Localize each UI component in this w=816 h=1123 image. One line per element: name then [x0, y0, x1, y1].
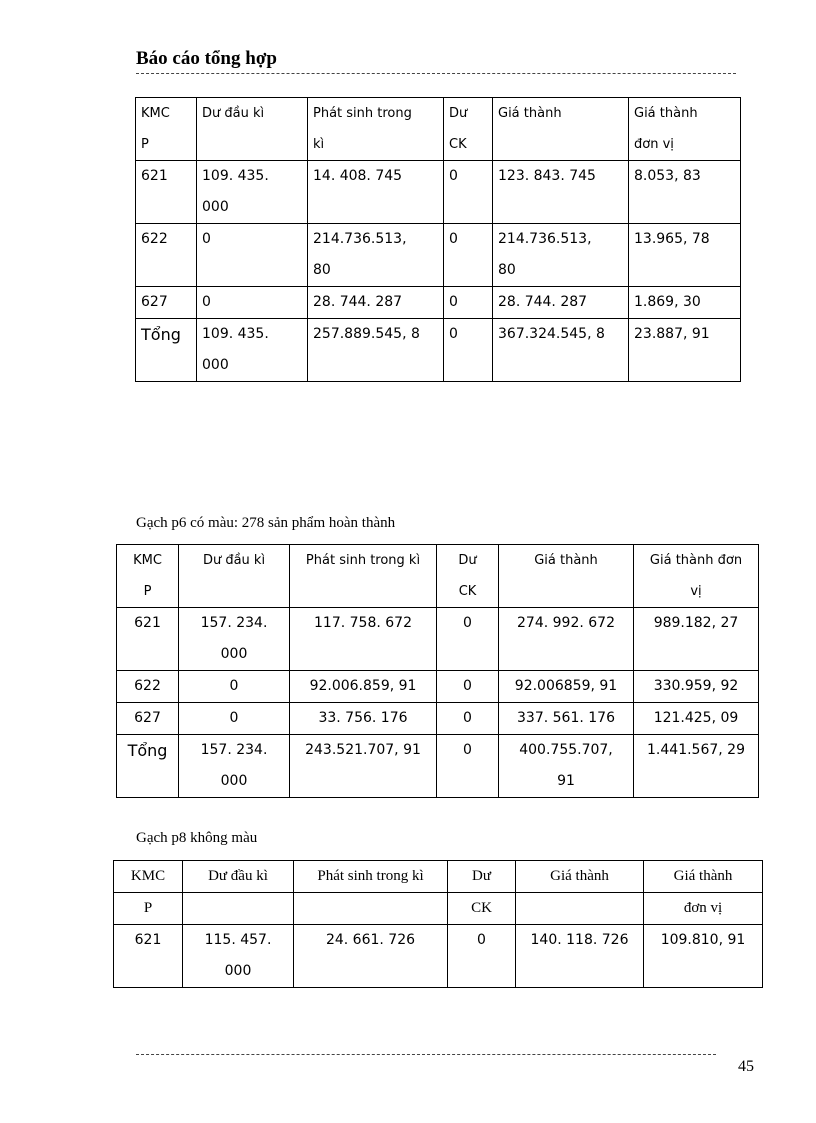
table-cell	[499, 735, 634, 798]
table-cell	[493, 287, 629, 319]
table-cell	[499, 703, 634, 735]
cell-text: 000	[224, 963, 252, 979]
cell-text: 000	[202, 199, 229, 215]
table-cell	[444, 161, 493, 224]
cell-text: 23.887, 91	[634, 326, 710, 342]
cell-text: 0	[463, 678, 472, 694]
table-cell	[437, 703, 499, 735]
cell-text: 91	[557, 773, 575, 789]
table-row	[136, 161, 741, 224]
table-cell	[437, 671, 499, 703]
cell-text: 000	[220, 646, 248, 662]
cell-text: 109. 435.	[202, 168, 269, 184]
cell-text: 0	[463, 615, 472, 631]
table-cell	[179, 735, 290, 798]
table-cell	[114, 893, 183, 925]
cell-text: 13.965, 78	[634, 231, 710, 247]
cell-text: 400.755.707,	[519, 742, 613, 758]
cell-text: 0	[463, 742, 472, 758]
table-cell	[197, 287, 308, 319]
table-cell	[629, 224, 741, 287]
cell-text: 28. 744. 287	[313, 294, 403, 310]
table-cell	[197, 98, 308, 161]
table-cell	[493, 224, 629, 287]
table-cell	[197, 161, 308, 224]
table-cell	[444, 224, 493, 287]
cell-text: Dư đầu kì	[208, 868, 268, 884]
cell-text: 24. 661. 726	[325, 932, 416, 948]
table-cell	[136, 287, 197, 319]
table-cell	[499, 545, 634, 608]
table-cell	[117, 703, 179, 735]
table-row	[117, 671, 759, 703]
table-cell	[629, 319, 741, 382]
cell-text: kì	[313, 137, 325, 152]
cell-text: P	[141, 137, 149, 152]
table-cell	[437, 735, 499, 798]
section-heading-p8: Gạch p8 không màu	[136, 830, 258, 846]
table-cell	[448, 925, 516, 988]
table-row	[136, 287, 741, 319]
cell-text: Phát sinh trong kì	[305, 553, 421, 568]
table-cell	[290, 735, 437, 798]
cell-text: Giá thành	[550, 868, 609, 884]
cell-text: 8.053, 83	[634, 168, 701, 184]
header-divider	[136, 73, 736, 74]
table-cell	[197, 224, 308, 287]
table-cell	[117, 608, 179, 671]
table-cell	[114, 861, 183, 893]
cell-text: Dư đầu kì	[202, 106, 265, 121]
table-cell	[197, 319, 308, 382]
table-cell	[290, 671, 437, 703]
cell-text: 123. 843. 745	[498, 168, 596, 184]
cell-text: 157. 234.	[200, 742, 268, 758]
table-cell	[294, 925, 448, 988]
cell-text: KMC	[141, 106, 170, 121]
cell-text: 28. 744. 287	[498, 294, 588, 310]
table-header-row	[114, 861, 763, 893]
table-cell	[308, 98, 444, 161]
cell-text: KMC	[133, 553, 162, 568]
page-number: 45	[738, 1058, 754, 1075]
table-cell	[117, 671, 179, 703]
table-cell	[634, 703, 759, 735]
table-cell	[136, 319, 197, 382]
table-cell	[444, 287, 493, 319]
cell-text: P	[143, 584, 152, 599]
table-cell	[499, 671, 634, 703]
table-cell	[444, 319, 493, 382]
table-header-row	[114, 893, 763, 925]
footer-divider	[136, 1054, 716, 1055]
table-cell	[114, 925, 183, 988]
table-cell	[183, 861, 294, 893]
cell-text: KMC	[130, 868, 166, 884]
table-cell	[290, 545, 437, 608]
cell-text: Dư đầu kì	[202, 553, 266, 568]
table-row	[117, 703, 759, 735]
cell-text: 0	[229, 710, 239, 726]
table-cell	[493, 319, 629, 382]
cell-text: đơn vị	[634, 137, 674, 152]
cell-text: Giá thành	[534, 553, 598, 568]
cell-text: 330.959, 92	[653, 678, 739, 694]
cell-text: 115. 457.	[204, 932, 272, 948]
cell-text: 627	[134, 710, 161, 726]
table-cell	[634, 735, 759, 798]
cell-text: đơn vị	[683, 900, 723, 916]
cell-text: 0	[449, 231, 458, 247]
cell-text: 989.182, 27	[653, 615, 739, 631]
cell-text: 0	[463, 710, 472, 726]
cell-text: Giá thành đơn	[649, 553, 743, 568]
summary-table	[135, 97, 741, 382]
cell-text: 0	[449, 294, 458, 310]
table-cell	[437, 608, 499, 671]
table-cell	[183, 893, 294, 925]
table-cell	[308, 287, 444, 319]
table-cell	[493, 161, 629, 224]
cell-text: 1.441.567, 29	[647, 742, 745, 758]
table-cell	[308, 319, 444, 382]
page-title: Báo cáo tổng hợp	[136, 48, 277, 69]
table-cell	[516, 861, 644, 893]
table-cell	[179, 703, 290, 735]
table-cell	[136, 224, 197, 287]
table-cell	[294, 893, 448, 925]
cell-text: P	[143, 900, 153, 916]
table-row	[114, 925, 763, 988]
table-cell	[183, 925, 294, 988]
table-row	[136, 319, 741, 382]
table-cell	[136, 98, 197, 161]
cell-text: 000	[202, 357, 229, 373]
table-cell	[499, 608, 634, 671]
table-row	[136, 224, 741, 287]
cell-text: 117. 758. 672	[314, 615, 412, 631]
table-row	[117, 608, 759, 671]
cell-text: Giá thành	[498, 106, 562, 121]
table-cell	[448, 893, 516, 925]
cell-text: CK	[471, 900, 492, 916]
p6-colored-brick-table	[116, 544, 759, 798]
table-cell	[136, 161, 197, 224]
table-cell	[448, 861, 516, 893]
cell-text: 109. 435.	[202, 326, 269, 342]
cell-text: 140. 118. 726	[530, 932, 629, 948]
table-cell	[644, 893, 763, 925]
cell-text: Tổng	[141, 325, 181, 344]
table-cell	[179, 608, 290, 671]
cell-text: 621	[141, 168, 168, 184]
table-cell	[117, 735, 179, 798]
cell-text: Dư	[449, 106, 468, 121]
cell-text: Giá thành	[634, 106, 698, 121]
cell-text: 0	[449, 326, 458, 342]
table-cell	[179, 545, 290, 608]
table-cell	[634, 671, 759, 703]
table-cell	[634, 545, 759, 608]
table-cell	[294, 861, 448, 893]
table-cell	[629, 161, 741, 224]
cell-text: vị	[690, 584, 702, 599]
cell-text: 367.324.545, 8	[498, 326, 605, 342]
table-cell	[493, 98, 629, 161]
cell-text: 92.006859, 91	[514, 678, 618, 694]
table-cell	[308, 161, 444, 224]
cell-text: Dư	[472, 868, 491, 884]
cell-text: Phát sinh trong kì	[317, 868, 424, 884]
table-header-row	[136, 98, 741, 161]
table-cell	[308, 224, 444, 287]
cell-text: 109.810, 91	[660, 932, 746, 948]
table-cell	[290, 703, 437, 735]
cell-text: 0	[202, 294, 211, 310]
table-cell	[444, 98, 493, 161]
cell-text: 621	[134, 932, 162, 948]
section-heading-p6: Gạch p6 có màu: 278 sản phẩm hoàn thành	[136, 515, 396, 531]
cell-text: 214.736.513,	[313, 231, 407, 247]
cell-text: 627	[141, 294, 168, 310]
cell-text: 274. 992. 672	[517, 615, 615, 631]
cell-text: 214.736.513,	[498, 231, 592, 247]
cell-text: 0	[202, 231, 211, 247]
cell-text: Tổng	[127, 741, 168, 760]
table-cell	[516, 925, 644, 988]
table-cell	[516, 893, 644, 925]
cell-text: 0	[449, 168, 458, 184]
table-cell	[634, 608, 759, 671]
table-cell	[179, 671, 290, 703]
cell-text: Giá thành	[673, 868, 733, 884]
table-header-row	[117, 545, 759, 608]
cell-text: 622	[141, 231, 168, 247]
cell-text: 257.889.545, 8	[313, 326, 420, 342]
cell-text: 80	[498, 262, 516, 278]
cell-text: 33. 756. 176	[318, 710, 408, 726]
table-cell	[290, 608, 437, 671]
cell-text: Dư	[458, 553, 477, 568]
cell-text: 621	[134, 615, 161, 631]
cell-text: 000	[220, 773, 248, 789]
cell-text: 243.521.707, 91	[305, 742, 421, 758]
table-row	[117, 735, 759, 798]
cell-text: 80	[313, 262, 331, 278]
table-cell	[644, 861, 763, 893]
table-cell	[629, 287, 741, 319]
cell-text: 0	[229, 678, 239, 694]
cell-text: 1.869, 30	[634, 294, 701, 310]
cell-text: 92.006.859, 91	[309, 678, 417, 694]
table-cell	[629, 98, 741, 161]
table-cell	[117, 545, 179, 608]
cell-text: 14. 408. 745	[313, 168, 403, 184]
cell-text: 622	[134, 678, 161, 694]
p8-uncolored-brick-table	[113, 860, 763, 988]
cell-text: 0	[477, 932, 486, 948]
cell-text: 157. 234.	[200, 615, 268, 631]
table-cell	[644, 925, 763, 988]
table-cell	[437, 545, 499, 608]
cell-text: CK	[458, 584, 477, 599]
cell-text: CK	[449, 137, 467, 152]
cell-text: 337. 561. 176	[517, 710, 615, 726]
cell-text: Phát sinh trong	[313, 106, 412, 121]
cell-text: 121.425, 09	[653, 710, 739, 726]
